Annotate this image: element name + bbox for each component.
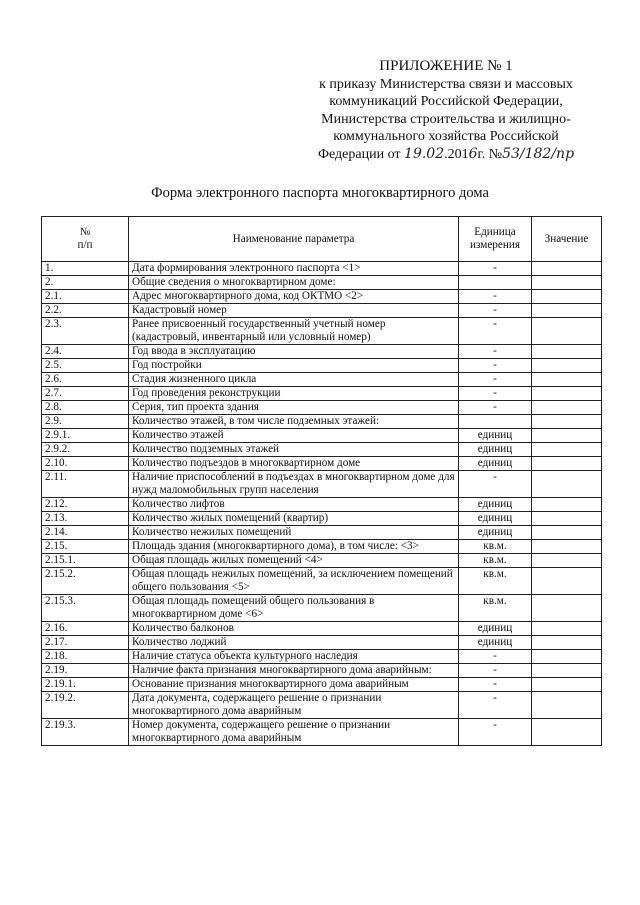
table-row bbox=[42, 540, 602, 554]
cell-name: Количество этажей, в том числе подземных этажей: bbox=[129, 415, 459, 429]
cell-num: 2.7. bbox=[42, 387, 129, 401]
cell-unit: - bbox=[459, 719, 532, 746]
cell-value bbox=[532, 345, 602, 359]
header-num: № п/п bbox=[42, 217, 129, 262]
cell-value bbox=[532, 526, 602, 540]
cell-unit: - bbox=[459, 290, 532, 304]
cell-name: Количество нежилых помещений bbox=[129, 526, 459, 540]
cell-name: Адрес многоквартирного дома, код ОКТМО <2> bbox=[129, 290, 459, 304]
cell-unit: единиц bbox=[459, 636, 532, 650]
cell-name: Дата формирования электронного паспорта <1> bbox=[129, 262, 459, 276]
cell-unit: кв.м. bbox=[459, 540, 532, 554]
cell-name: Общие сведения о многоквартирном доме: bbox=[129, 276, 459, 290]
cell-value bbox=[532, 692, 602, 719]
cell-value bbox=[532, 650, 602, 664]
cell-name: Количество балконов bbox=[129, 622, 459, 636]
cell-name: Серия, тип проекта здания bbox=[129, 401, 459, 415]
cell-unit: - bbox=[459, 373, 532, 387]
table-row bbox=[42, 387, 602, 401]
cell-num: 2.9.2. bbox=[42, 443, 129, 457]
cell-num: 2.13. bbox=[42, 512, 129, 526]
cell-name: Стадия жизненного цикла bbox=[129, 373, 459, 387]
passport-table bbox=[41, 216, 602, 746]
decree-date-line bbox=[296, 146, 596, 164]
table-row bbox=[42, 622, 602, 636]
number-prefix: г. № bbox=[477, 146, 503, 162]
cell-value bbox=[532, 664, 602, 678]
table-row bbox=[42, 664, 602, 678]
cell-name: Основание признания многоквартирного дома аварийным bbox=[129, 678, 459, 692]
cell-value bbox=[532, 540, 602, 554]
table-row bbox=[42, 719, 602, 746]
table-row bbox=[42, 554, 602, 568]
table-row bbox=[42, 373, 602, 387]
cell-value bbox=[532, 512, 602, 526]
cell-num: 2. bbox=[42, 276, 129, 290]
cell-unit bbox=[459, 415, 532, 429]
cell-num: 2.17. bbox=[42, 636, 129, 650]
cell-name: Год проведения реконструкции bbox=[129, 387, 459, 401]
cell-unit: - bbox=[459, 401, 532, 415]
cell-unit: единиц bbox=[459, 622, 532, 636]
cell-value bbox=[532, 568, 602, 595]
cell-num: 2.12. bbox=[42, 498, 129, 512]
table-body bbox=[42, 262, 602, 746]
cell-num: 2.15.3. bbox=[42, 595, 129, 622]
table-row bbox=[42, 568, 602, 595]
cell-unit: - bbox=[459, 318, 532, 345]
table-row bbox=[42, 650, 602, 664]
cell-name: Общая площадь помещений общего пользования в многоквартирном доме <6> bbox=[129, 595, 459, 622]
table-row bbox=[42, 457, 602, 471]
cell-value bbox=[532, 304, 602, 318]
appendix-line: Министерства строительства и жилищно- bbox=[321, 111, 571, 127]
cell-name: Общая площадь жилых помещений <4> bbox=[129, 554, 459, 568]
cell-unit: кв.м. bbox=[459, 554, 532, 568]
table-row bbox=[42, 595, 602, 622]
table-row bbox=[42, 636, 602, 650]
table-row bbox=[42, 401, 602, 415]
cell-unit: - bbox=[459, 387, 532, 401]
cell-num: 2.2. bbox=[42, 304, 129, 318]
cell-name: Количество подъездов в многоквартирном доме bbox=[129, 457, 459, 471]
cell-name: Наличие статуса объекта культурного наследия bbox=[129, 650, 459, 664]
cell-name: Количество лифтов bbox=[129, 498, 459, 512]
cell-unit: единиц bbox=[459, 526, 532, 540]
table-row bbox=[42, 262, 602, 276]
cell-value bbox=[532, 636, 602, 650]
cell-unit: - bbox=[459, 262, 532, 276]
cell-unit: - bbox=[459, 359, 532, 373]
cell-num: 2.4. bbox=[42, 345, 129, 359]
cell-name: Кадастровый номер bbox=[129, 304, 459, 318]
cell-num: 2.11. bbox=[42, 471, 129, 498]
cell-value bbox=[532, 471, 602, 498]
cell-unit: кв.м. bbox=[459, 568, 532, 595]
cell-num: 2.19.1. bbox=[42, 678, 129, 692]
cell-name: Наличие факта признания многоквартирного дома аварийным: bbox=[129, 664, 459, 678]
cell-unit: - bbox=[459, 664, 532, 678]
cell-value bbox=[532, 457, 602, 471]
cell-num: 2.10. bbox=[42, 457, 129, 471]
cell-value bbox=[532, 622, 602, 636]
cell-name: Дата документа, содержащего решение о признании многоквартирного дома аварийным bbox=[129, 692, 459, 719]
handwritten-date: 19.02 bbox=[404, 145, 445, 162]
cell-name: Общая площадь нежилых помещений, за исключением помещений общего пользования <5> bbox=[129, 568, 459, 595]
table-row bbox=[42, 359, 602, 373]
cell-value bbox=[532, 401, 602, 415]
table-row bbox=[42, 498, 602, 512]
cell-num: 2.15. bbox=[42, 540, 129, 554]
cell-unit: - bbox=[459, 345, 532, 359]
cell-value bbox=[532, 373, 602, 387]
cell-unit: - bbox=[459, 692, 532, 719]
cell-num: 1. bbox=[42, 262, 129, 276]
handwritten-number: 53/182/пр bbox=[502, 145, 575, 162]
cell-num: 2.15.2. bbox=[42, 568, 129, 595]
cell-num: 2.5. bbox=[42, 359, 129, 373]
header-unit: Единица измерения bbox=[459, 217, 532, 262]
cell-value bbox=[532, 276, 602, 290]
table-row bbox=[42, 290, 602, 304]
cell-unit: - bbox=[459, 650, 532, 664]
cell-value bbox=[532, 359, 602, 373]
cell-value bbox=[532, 415, 602, 429]
cell-name: Ранее присвоенный государственный учетный номер (кадастровый, инвентарный или условный номер) bbox=[129, 318, 459, 345]
cell-num: 2.9. bbox=[42, 415, 129, 429]
cell-unit: единиц bbox=[459, 443, 532, 457]
cell-value bbox=[532, 595, 602, 622]
cell-num: 2.18. bbox=[42, 650, 129, 664]
cell-num: 2.6. bbox=[42, 373, 129, 387]
cell-unit bbox=[459, 276, 532, 290]
table-row bbox=[42, 526, 602, 540]
table-header-row bbox=[42, 217, 602, 262]
cell-name: Количество жилых помещений (квартир) bbox=[129, 512, 459, 526]
cell-value bbox=[532, 719, 602, 746]
appendix-block bbox=[296, 58, 596, 163]
cell-unit: - bbox=[459, 304, 532, 318]
cell-value bbox=[532, 262, 602, 276]
cell-value bbox=[532, 443, 602, 457]
handwritten-year-digit: 6 bbox=[468, 145, 478, 162]
table-row bbox=[42, 471, 602, 498]
cell-value bbox=[532, 429, 602, 443]
cell-name: Наличие приспособлений в подъездах в многоквартирном доме для нужд маломобильных групп населения bbox=[129, 471, 459, 498]
cell-num: 2.8. bbox=[42, 401, 129, 415]
table-row bbox=[42, 276, 602, 290]
table-row bbox=[42, 415, 602, 429]
cell-num: 2.19. bbox=[42, 664, 129, 678]
year-text: .201 bbox=[444, 146, 469, 162]
cell-value bbox=[532, 387, 602, 401]
cell-unit: единиц bbox=[459, 512, 532, 526]
cell-name: Количество этажей bbox=[129, 429, 459, 443]
table-row bbox=[42, 512, 602, 526]
cell-name: Площадь здания (многоквартирного дома), в том числе: <3> bbox=[129, 540, 459, 554]
table-row bbox=[42, 429, 602, 443]
form-title: Форма электронного паспорта многоквартирного дома bbox=[151, 185, 489, 201]
table-row bbox=[42, 304, 602, 318]
cell-value bbox=[532, 678, 602, 692]
appendix-line: к приказу Министерства связи и массовых bbox=[319, 76, 573, 92]
table-row bbox=[42, 678, 602, 692]
appendix-line: коммунального хозяйства Российской bbox=[333, 129, 559, 144]
cell-name: Год постройки bbox=[129, 359, 459, 373]
table-row bbox=[42, 443, 602, 457]
cell-value bbox=[532, 554, 602, 568]
appendix-line: коммуникаций Российской Федерации, bbox=[329, 94, 563, 109]
table-row bbox=[42, 345, 602, 359]
cell-num: 2.15.1. bbox=[42, 554, 129, 568]
cell-num: 2.19.2. bbox=[42, 692, 129, 719]
cell-num: 2.9.1. bbox=[42, 429, 129, 443]
cell-value bbox=[532, 498, 602, 512]
cell-value bbox=[532, 318, 602, 345]
header-value: Значение bbox=[532, 217, 602, 262]
cell-num: 2.1. bbox=[42, 290, 129, 304]
cell-unit: единиц bbox=[459, 498, 532, 512]
appendix-header: ПРИЛОЖЕНИЕ № 1 bbox=[379, 58, 513, 74]
cell-num: 2.19.3. bbox=[42, 719, 129, 746]
cell-name: Номер документа, содержащего решение о признании многоквартирного дома аварийным bbox=[129, 719, 459, 746]
cell-name: Количество подземных этажей bbox=[129, 443, 459, 457]
cell-unit: единиц bbox=[459, 457, 532, 471]
cell-name: Год ввода в эксплуатацию bbox=[129, 345, 459, 359]
cell-unit: - bbox=[459, 471, 532, 498]
cell-num: 2.16. bbox=[42, 622, 129, 636]
cell-value bbox=[532, 290, 602, 304]
header-name: Наименование параметра bbox=[129, 217, 459, 262]
table-row bbox=[42, 318, 602, 345]
cell-name: Количество лоджий bbox=[129, 636, 459, 650]
cell-num: 2.14. bbox=[42, 526, 129, 540]
cell-num: 2.3. bbox=[42, 318, 129, 345]
cell-unit: - bbox=[459, 678, 532, 692]
date-prefix: Федерации от bbox=[317, 146, 401, 162]
cell-unit: кв.м. bbox=[459, 595, 532, 622]
table-row bbox=[42, 692, 602, 719]
cell-unit: единиц bbox=[459, 429, 532, 443]
